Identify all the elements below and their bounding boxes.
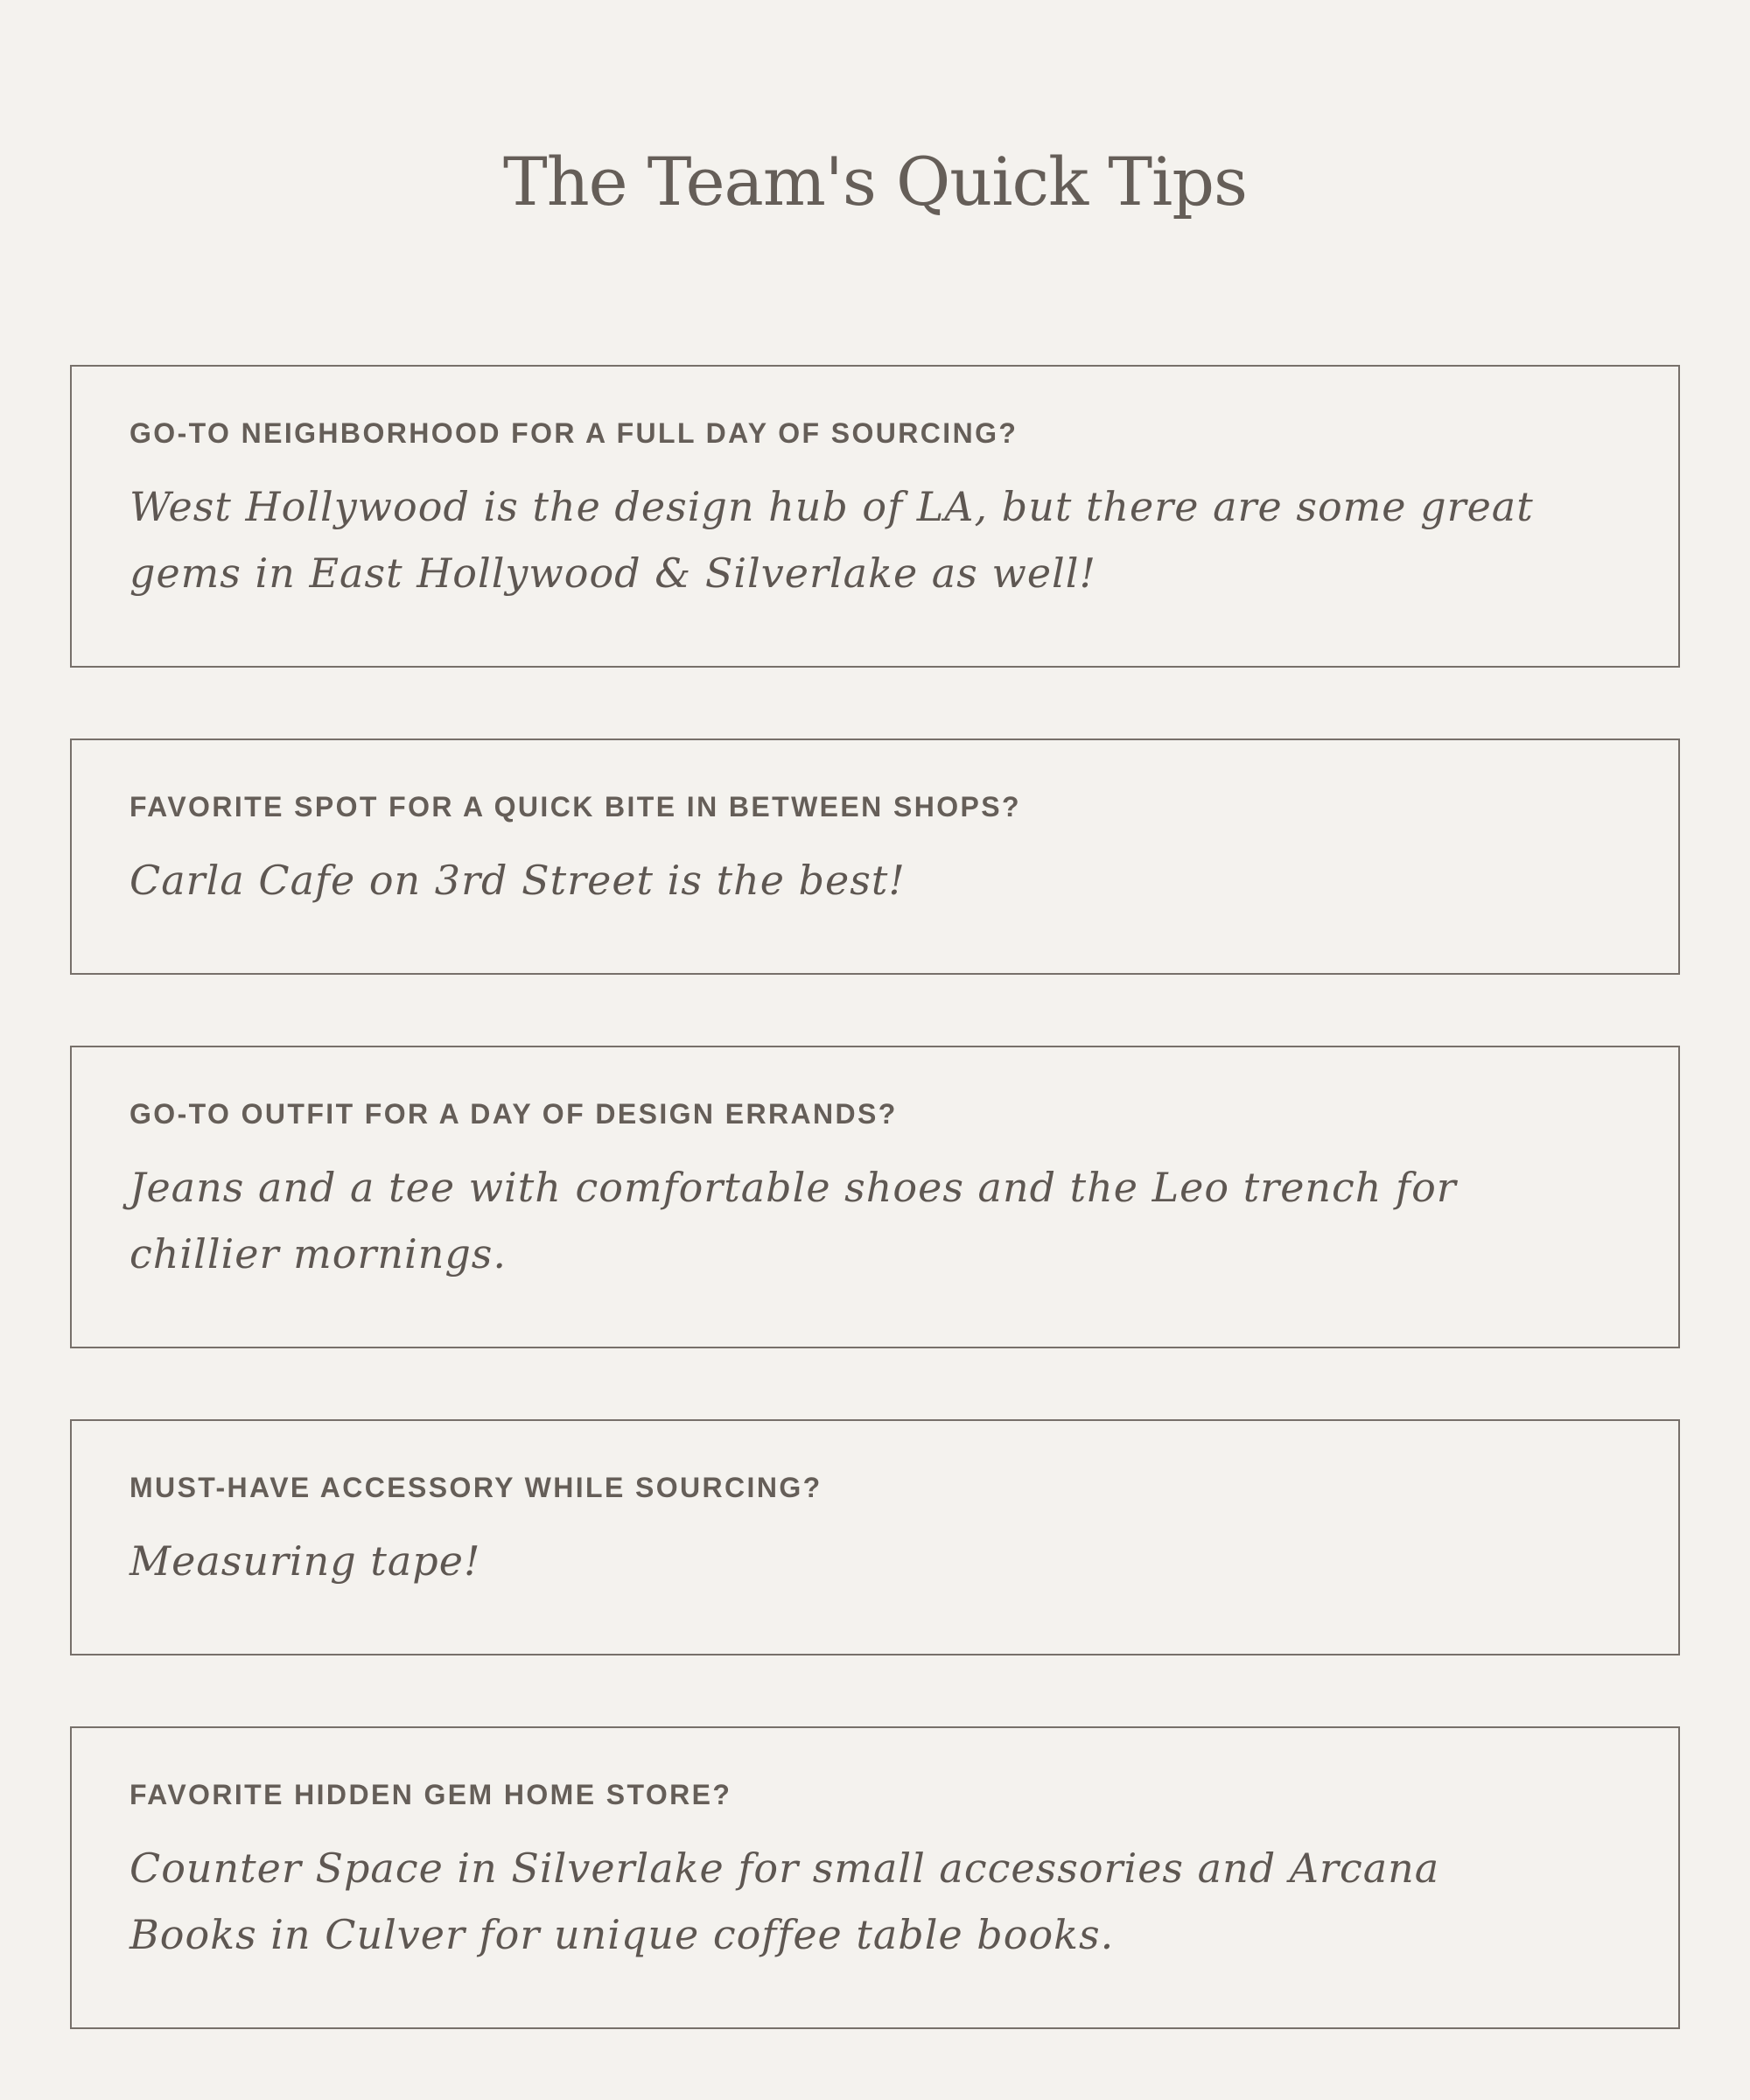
tip-answer: Carla Cafe on 3rd Street is the best!: [130, 857, 906, 904]
tip-question: FAVORITE SPOT FOR A QUICK BITE IN BETWEEN SHOPS?: [130, 791, 1021, 822]
tip-answer: Measuring tape!: [130, 1537, 481, 1585]
tip-question: GO-TO NEIGHBORHOOD FOR A FULL DAY OF SOURCING?: [130, 417, 1018, 449]
tip-card-accessory: [70, 1419, 1680, 1656]
tip-answer: West Hollywood is the design hub of LA, but there are some great gems in East Hollywood & Silverlake as well!: [130, 483, 1534, 597]
tip-card-home-store: [70, 1726, 1680, 2029]
tip-question: MUST-HAVE ACCESSORY WHILE SOURCING?: [130, 1472, 822, 1503]
tip-card-outfit: [70, 1046, 1680, 1348]
tips-list: [70, 365, 1680, 2100]
tip-card-quick-bite: [70, 738, 1680, 975]
page-title: The Team's Quick Tips: [503, 143, 1247, 220]
tip-answer: Jeans and a tee with comfortable shoes and the Leo trench for chillier mornings.: [130, 1164, 1457, 1278]
tip-answer: Counter Space in Silverlake for small accessories and Arcana Books in Culver for unique coffee table books.: [130, 1844, 1440, 1958]
tip-question: GO-TO OUTFIT FOR A DAY OF DESIGN ERRANDS?: [130, 1098, 898, 1130]
tip-card-neighborhood: [70, 365, 1680, 668]
tip-question: FAVORITE HIDDEN GEM HOME STORE?: [130, 1779, 732, 1810]
